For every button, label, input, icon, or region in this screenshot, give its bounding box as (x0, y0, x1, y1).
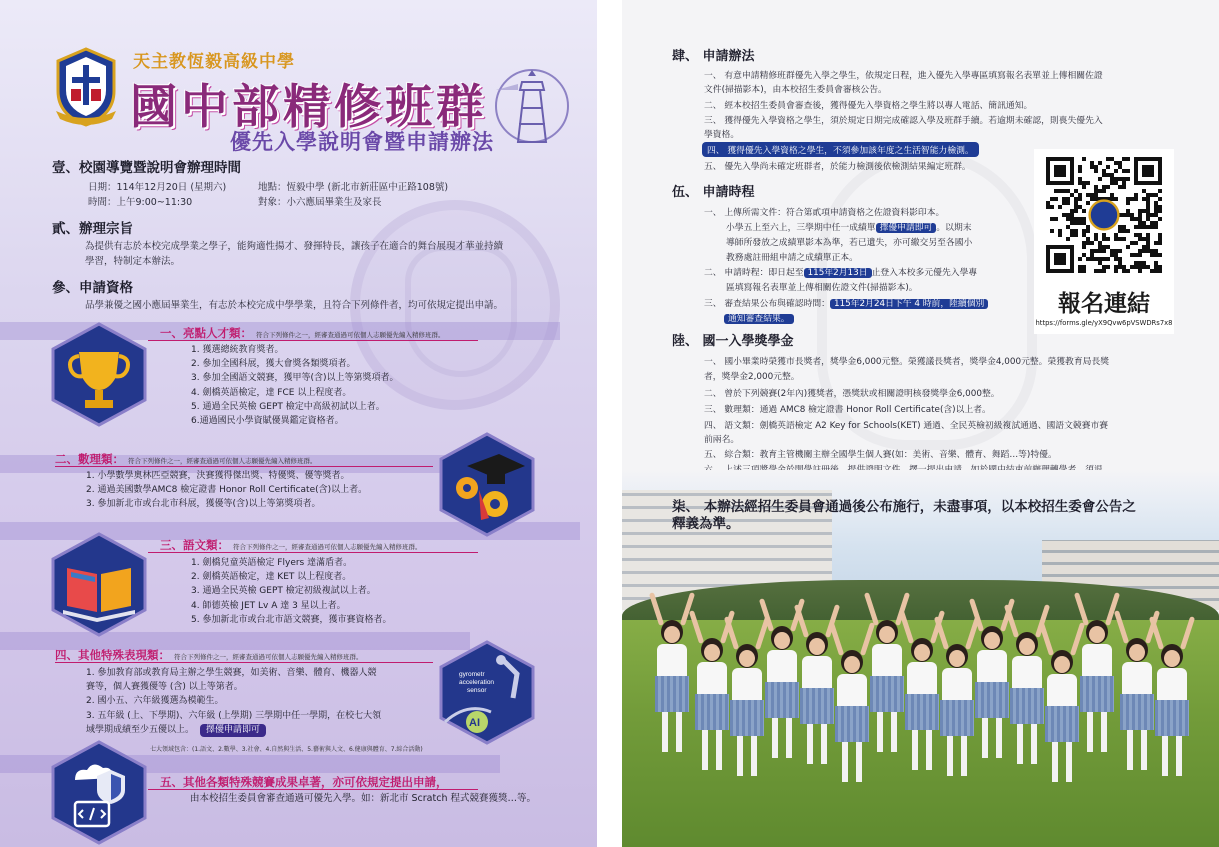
text-line: 學資格。 (704, 130, 740, 140)
text-line: 導師所發放之成績單影本為準，若已遺失，亦可繳交另至各國小 (726, 238, 973, 248)
text-line (724, 311, 794, 324)
text-line (704, 296, 988, 309)
school-name: 天主教恆毅高級中學 (133, 52, 295, 72)
event-date: 日期：114年12月20日 (星期六) (88, 182, 227, 193)
text-line: 一、 有意申請精修班群優先入學之學生，依規定日程，進入優先入學專區填寫報名表單並上傳相關佐證 (704, 71, 1103, 81)
category-title-other: 五、其他各類特殊競賽成果卓著，亦可依規定提出申請， (160, 775, 448, 789)
highlight-note-text: 四、 獲得優先入學資格之學生，不須參加該年度之生活智能力檢測。 (702, 142, 979, 157)
trophy-icon (48, 322, 150, 427)
text-segment: 小學五上至六上，三學期中任一成績單 (726, 223, 876, 233)
list-item: 6.通過國民小學資賦優異鑑定資格者。 (191, 416, 344, 427)
section-heading: 肆、 申請辦法 (672, 49, 755, 64)
list-item: 4. 師德英檢 JET Lv A 達 3 星以上者。 (191, 600, 346, 611)
category-title-language (160, 537, 422, 553)
event-time: 時間：上午9:00~11:30 (88, 197, 193, 208)
registration-link-title: 報名連結 (1058, 291, 1150, 317)
robot-ai-icon (436, 640, 538, 745)
text-segment: 三、 審查結果公布與確認時間： (704, 299, 830, 309)
eligibility-text: 品學兼優之國小應屆畢業生，有志於本校完成中學學業，且符合下列條件者，均可依規定提出申請。 (85, 300, 504, 311)
choose-best-badge: 擇優申請即可 (200, 724, 266, 737)
text-line: 一、 國小畢業時榮獲市長獎者，獎學金6,000元整。榮獲議長獎者，獎學金4,000元整。榮獲教育局長獎 (704, 357, 1110, 367)
list-item: 3. 參加新北市或台北市科展，獲優等(含)以上等第獎項者。 (86, 499, 321, 510)
text-line: 二、 曾於下列競賽(2年內)獲獎者，憑獎狀或相關證明核發獎學金6,000整。 (704, 389, 1000, 399)
category-note: 符合下列條件之一，經審查通過可依個人志願優先編入精修班群。 (128, 457, 317, 465)
purpose-text: 為提供有志於本校完成學業之學子，能夠適性揚才、發揮特長，讓孩子在適合的舞台展現才華並持續 (85, 241, 504, 252)
hex-caption: gyrometr (459, 671, 485, 678)
left-page (0, 0, 597, 847)
category-title-highlight (160, 325, 445, 341)
final-clause: 釋義為準。 (672, 516, 740, 532)
section-heading: 貳、辦理宗旨 (52, 221, 133, 237)
list-item: 2. 劍橋英語檢定，達 KET 以上程度者。 (191, 572, 352, 583)
purpose-text: 學習，特制定本辦法。 (85, 256, 181, 267)
graduation-cap-gear-icon (436, 432, 538, 537)
registration-qr-card[interactable] (1034, 149, 1174, 334)
list-item: 1. 小學數學奧林匹亞競賽，決賽獲得傑出獎、特優獎、優等獎者。 (86, 471, 350, 481)
list-item: 4. 劍橋英語檢定，達 FCE 以上程度者。 (191, 387, 352, 398)
section-heading: 陸、 國一入學獎學金 (672, 334, 794, 349)
book-icon (48, 532, 150, 637)
category-items (86, 666, 381, 737)
category-title-text: 四、其他特殊表現類： (55, 648, 170, 662)
choose-best-badge: 擇優申請即可 (876, 223, 937, 233)
list-item (86, 723, 381, 737)
text-line: 教務處註冊組申請之成績單正本。 (726, 253, 858, 263)
category-title-math (55, 451, 317, 467)
cloud-security-code-icon (48, 740, 150, 845)
text-segment: 二、 申請時程：即日起至 (704, 268, 804, 278)
footnote: 七大領域包含：(1.語文、2.數學、3.社會、4.自然與生活、5.藝術與人文、6.健康與體育、7.綜合活動) (150, 746, 423, 753)
list-item: 3. 參加全國語文競賽，獲甲等(含)以上等第獎項者。 (191, 373, 399, 384)
school-logo (52, 45, 120, 127)
event-audience: 對象：小六應屆畢業生及家長 (258, 197, 382, 208)
main-title: 國中部精修班群 (130, 80, 487, 135)
category-body: 由本校招生委員會審查通過可優先入學。如：新北市 Scratch 程式競賽獲獎…等。 (190, 793, 536, 804)
list-item: 賽等，個人賽獲優等 (含) 以上等第者。 (86, 682, 243, 693)
result-date-highlight: 通知審查結果。 (724, 314, 794, 324)
section-heading: 參、申請資格 (52, 280, 133, 296)
category-note: 符合下列條件之一，經審查通過可依個人志願優先編入精修班群。 (233, 543, 422, 551)
text-line: 三、 獲得優先入學資格之學生，須於規定日期完成確認入學及班群手續。若逾期未確認，則喪失優先入 (704, 116, 1103, 126)
lighthouse-icon (492, 60, 570, 152)
category-title-special (55, 647, 363, 663)
text-line: 者，獎學金2,000元整。 (704, 372, 800, 382)
text-line: 三、 數理類：通過 AMC8 檢定證書 Honor Roll Certificate(含)以上者。 (704, 405, 991, 415)
list-item: 2. 國小五、六年級獲選為模範生。 (86, 696, 224, 707)
final-clause: 柒、 本辦法經招生委員會通過後公布施行，未盡事項，以本校招生委會公告之 (672, 499, 1136, 515)
text-line: 區填寫報名表單並上傳相關佐證文件(掃描影本)。 (726, 283, 918, 293)
text-line: 一、 上傳所需文件：符合第貳項申請資格之佐證資料影印本。 (704, 208, 945, 218)
right-page (622, 0, 1219, 847)
text-line: 前兩名。 (704, 435, 740, 445)
text-line: 四、 語文類：劍橋英語檢定 A2 Key for Schools(KET) 通過、全民英檢初級複試通過、國語文競賽市賽 (704, 421, 1109, 431)
category-items (191, 343, 398, 428)
list-item: 5. 參加新北市或台北市語文競賽，獲市賽資格者。 (191, 614, 392, 625)
divider (55, 662, 433, 663)
section-heading: 伍、 申請時程 (672, 185, 755, 200)
text-segment: 止登入本校多元優先入學專 (871, 268, 978, 278)
result-date-highlight: 115年2月24日下午 4 時前，陸續個別 (830, 299, 988, 309)
list-item: 5. 通過全民英檢 GEPT 檢定中高級初試以上者。 (191, 401, 385, 412)
text-line (726, 220, 972, 233)
text-line (704, 265, 977, 278)
category-items (191, 556, 391, 627)
deadline-highlight: 115年2月13日 (804, 268, 872, 278)
text-line: 五、 優先入學尚未確定班群者，於能力檢測後依檢測結果編定班群。 (704, 162, 971, 172)
divider (148, 340, 478, 341)
text-line: 五、 綜合類：教育主管機關主辦全國學生個人賽(如：美術、音樂、體育、舞蹈…等)特優。 (704, 450, 1057, 460)
subtitle: 優先入學說明會暨申請辦法 (230, 130, 494, 154)
list-item: 1. 參加教育部或教育局主辦之學生競賽，如美術、音樂、體育、機器人競 (86, 668, 377, 678)
category-items (86, 469, 367, 512)
divider (148, 789, 478, 790)
ai-label: AI (469, 717, 480, 729)
hex-caption: acceleration (459, 679, 495, 686)
list-item: 2. 通過美國數學AMC8 檢定證書 Honor Roll Certificate(含)以上者。 (86, 485, 368, 496)
category-note: 符合下列條件之一，經審查通過可依個人志願優先編入精修班群。 (256, 331, 445, 339)
list-item: 1. 獲選總統教育獎者。 (191, 345, 284, 355)
section-heading: 壹、校園導覽暨說明會辦理時間 (52, 160, 241, 176)
category-title-text: 一、亮點人才類： (160, 326, 252, 340)
category-note: 符合下列條件之一，經審查通過可依個人志願優先編入精修班群。 (174, 653, 363, 661)
category-title-text: 三、語文類： (160, 538, 229, 552)
text-line: 文件(掃描影本)，由本校招生委員會審核公告。 (704, 85, 887, 95)
text-segment: 。以期末 (936, 223, 972, 233)
qr-code-icon[interactable] (1046, 157, 1162, 273)
list-item: 3. 五年級 (上、下學期)、六年級 (上學期) 三學期中任一學期，在校七大領 (86, 710, 382, 721)
category-title-text: 二、數理類： (55, 452, 124, 466)
list-item-text: 域學期成績至少五優以上。 (86, 724, 195, 735)
divider (55, 466, 433, 467)
text-line: 二、 經本校招生委員會審查後，獲得優先入學資格之學生將以專人電話、簡訊通知。 (704, 101, 1033, 111)
hex-caption: sensor (467, 687, 487, 694)
registration-url[interactable]: https://forms.gle/yX9Qvw6pVSWDRs7x8 (1035, 319, 1173, 327)
list-item: 2. 參加全國科展，獲大會獎各類獎項者。 (191, 359, 356, 370)
list-item: 1. 劍橋兒童英語檢定 Flyers 達滿盾者。 (191, 558, 353, 568)
list-item: 3. 通過全民英檢 GEPT 檢定初級複試以上者。 (191, 586, 376, 597)
highlight-note (702, 142, 979, 157)
event-place: 地點：恆毅中學 (新北市新莊區中正路108號) (258, 182, 449, 193)
divider (148, 552, 478, 553)
